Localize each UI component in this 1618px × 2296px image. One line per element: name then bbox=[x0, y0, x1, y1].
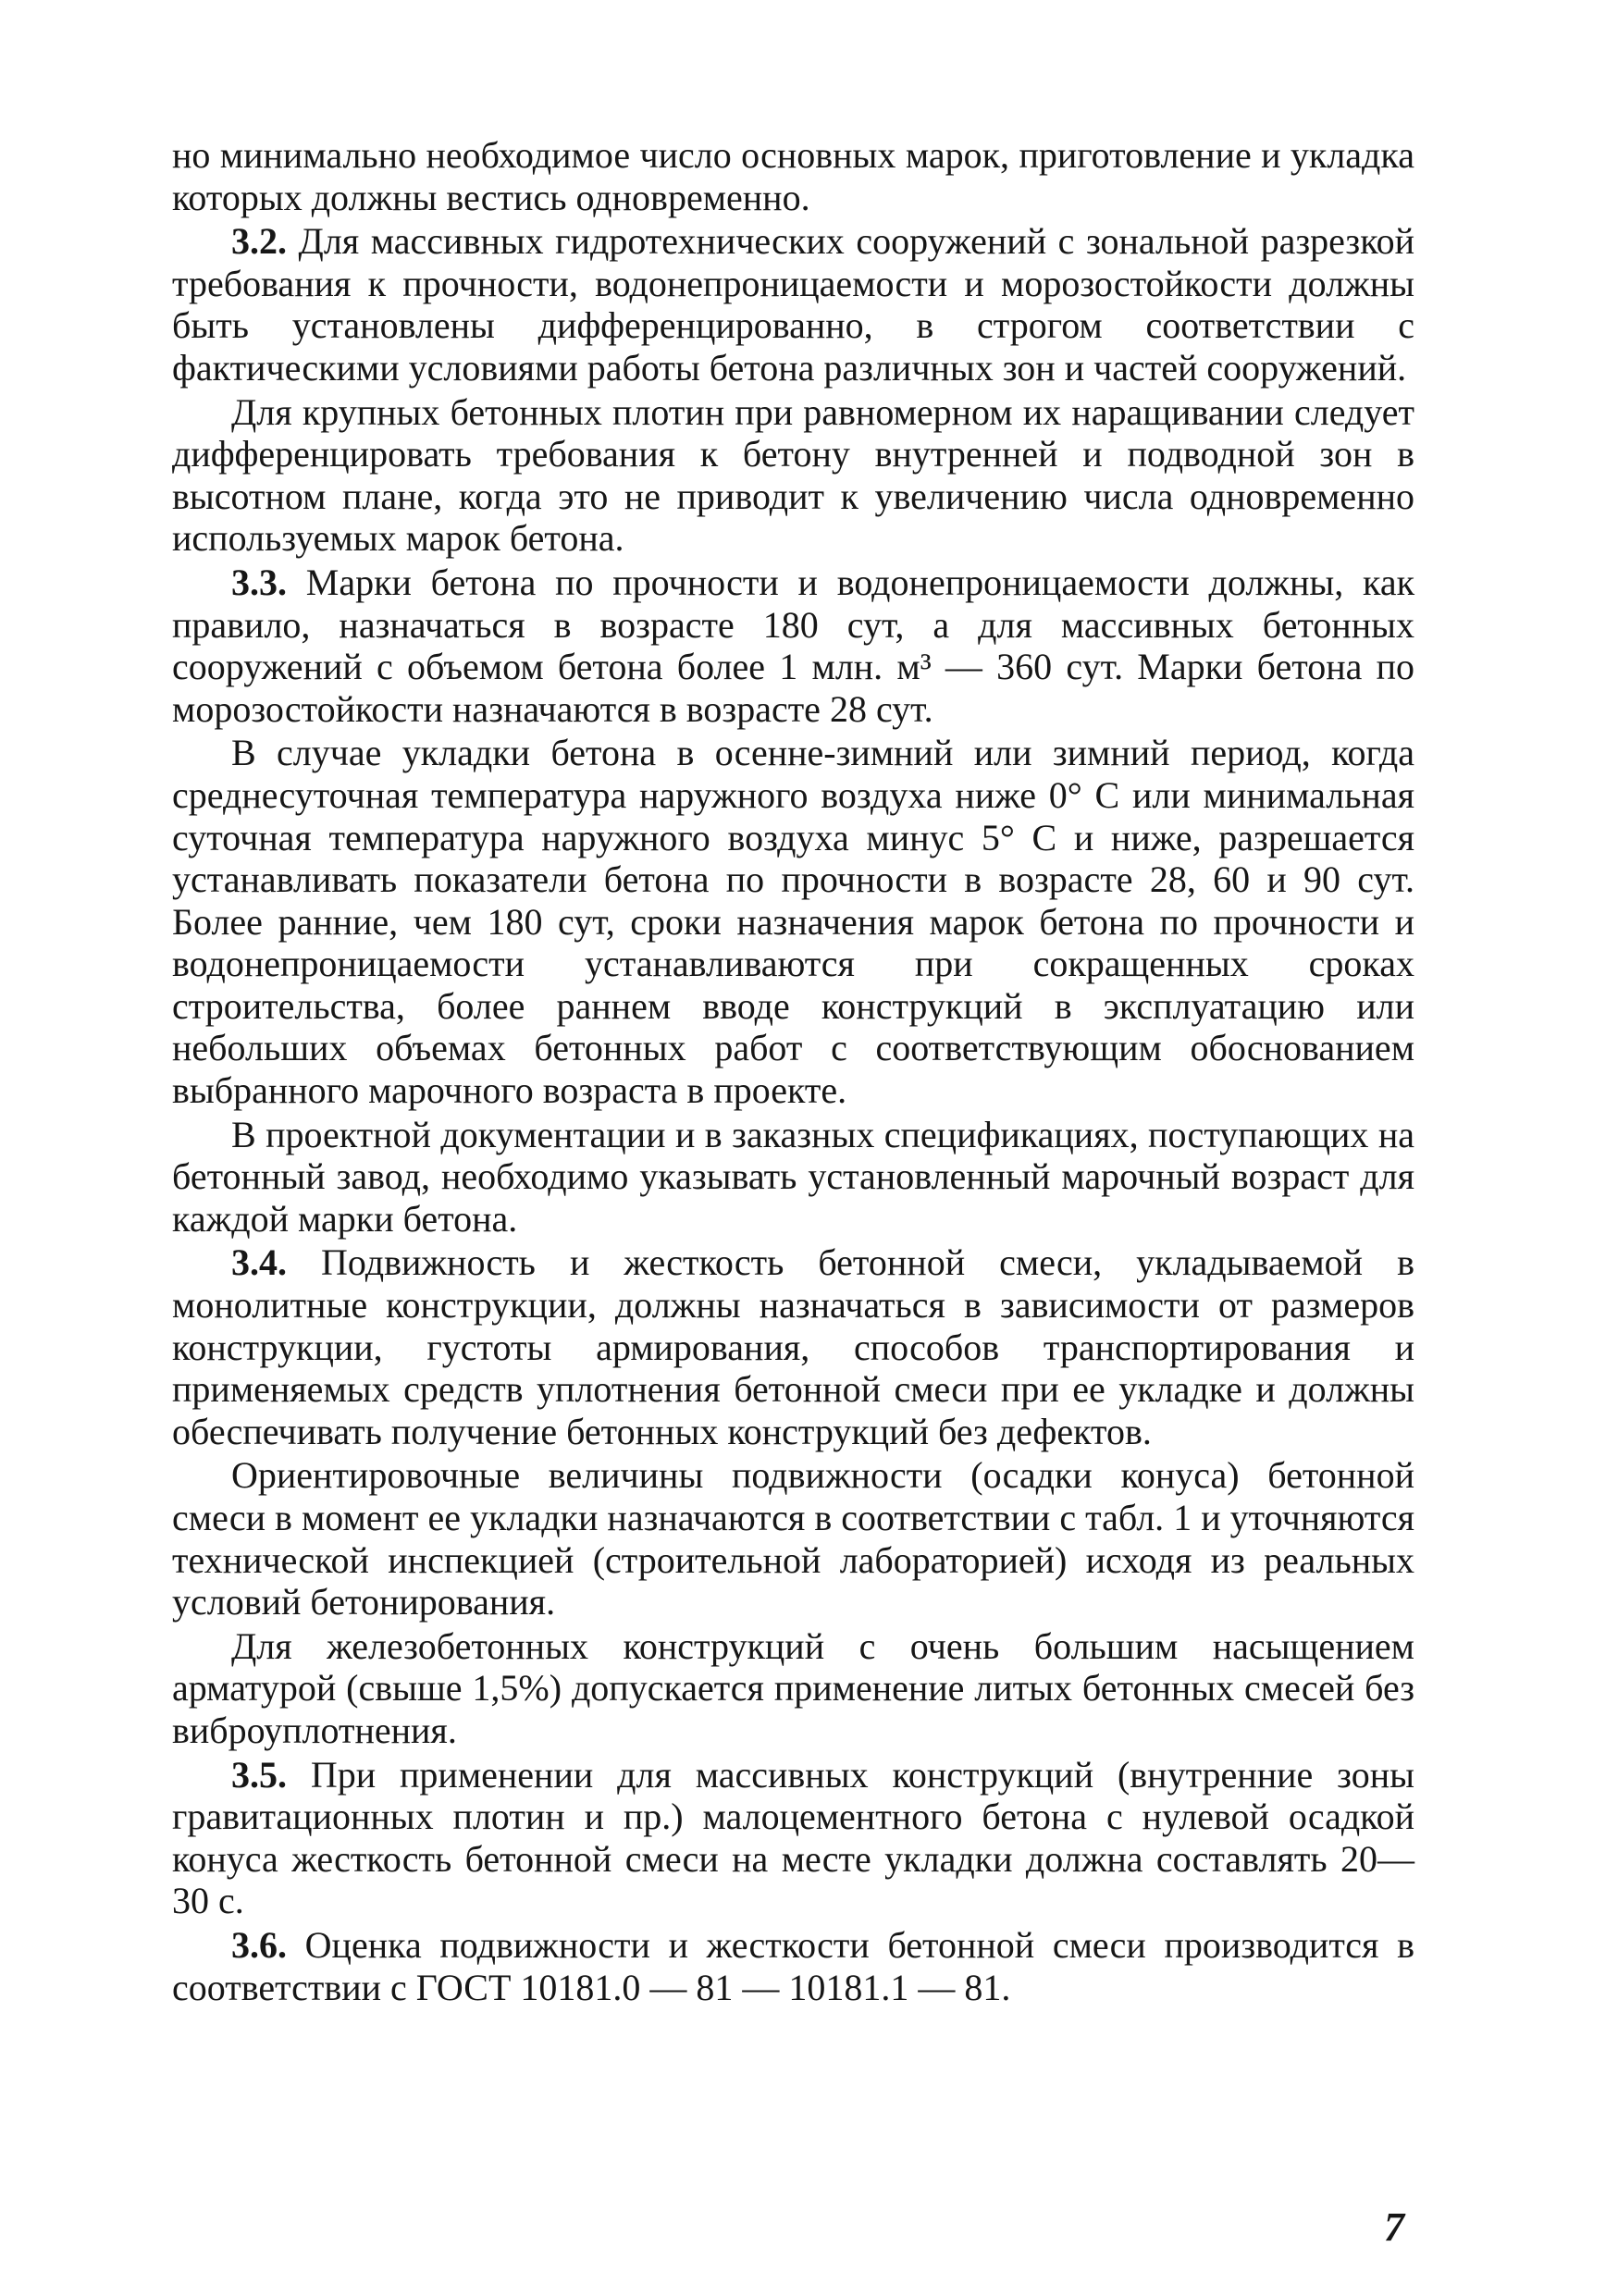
paragraph-3-4 bbox=[172, 1241, 1414, 1452]
section-number: 3.4. bbox=[231, 1241, 287, 1284]
paragraph-text: Оценка подвижности и жесткости бетонной смеси производится в соответствии с ГОСТ 10181.0 — 81 — 10181.1 — 81. bbox=[172, 1923, 1414, 2008]
paragraph-reinforced bbox=[172, 1625, 1414, 1752]
paragraph-3-6 bbox=[172, 1924, 1414, 2008]
paragraph-text: Марки бетона по прочности и водонепроницаемости должны, как правило, назначаться в возрасте 180 сут, а для массивных бетонных сооружений с объемом бетона более 1 млн. м³ — 360 сут. Марки бетона по морозостойкости назначаются в возрасте 28 сут. bbox=[172, 561, 1414, 730]
page-number: 7 bbox=[1384, 2204, 1404, 2250]
paragraph-text: Подвижность и жесткость бетонной смеси, укладываемой в монолитные конструкции, должны назначаться в зависимости от размеров конструкции, густоты армирования, способов транспортирования и применяемых средств уплотнения бетонной смеси при ее укладке и должны обеспечивать получение бетонных конструкций без дефектов. bbox=[172, 1241, 1414, 1452]
body-text bbox=[172, 134, 1414, 2010]
section-number: 3.5. bbox=[231, 1753, 287, 1796]
paragraph-winter bbox=[172, 732, 1414, 1111]
paragraph-text: но минимально необходимое число основных марок, приготовление и укладка которых должны вестись одновременно. bbox=[172, 134, 1414, 218]
paragraph-dams bbox=[172, 391, 1414, 560]
paragraph-text: Для железобетонных конструкций с очень большим насыщением арматурой (свыше 1,5%) допускается применение литых бетонных смесей без виброуплотнения. bbox=[172, 1624, 1414, 1751]
paragraph-3-3 bbox=[172, 562, 1414, 730]
paragraph-slump bbox=[172, 1454, 1414, 1623]
paragraph-3-2 bbox=[172, 220, 1414, 389]
paragraph-text: Для крупных бетонных плотин при равномерном их наращивании следует дифференцировать требования к бетону внутренней и подводной зон в высотном плане, когда это не приводит к увеличению числа одновременно используемых марок бетона. bbox=[172, 390, 1414, 560]
paragraph-continuation bbox=[172, 134, 1414, 218]
paragraph-text: Для массивных гидротехнических сооружений с зональной разрезкой требования к прочности, водонепроницаемости и морозостойкости должны быть установлены дифференцированно, в строгом соответствии с фактическими условиями работы бетона различных зон и частей сооружений. bbox=[172, 220, 1414, 389]
paragraph-text: В проектной документации и в заказных спецификациях, поступающих на бетонный завод, необходимо указывать установленный марочный возраст для каждой марки бетона. bbox=[172, 1113, 1414, 1240]
paragraph-text: При применении для массивных конструкций (внутренние зоны гравитационных плотин и пр.) малоцементного бетона с нулевой осадкой конуса жесткость бетонной смеси на месте укладки должна составлять 20—30 с. bbox=[172, 1753, 1414, 1922]
paragraph-documentation bbox=[172, 1114, 1414, 1241]
section-number: 3.3. bbox=[231, 561, 287, 603]
section-number: 3.2. bbox=[231, 220, 287, 263]
paragraph-text: В случае укладки бетона в осенне-зимний или зимний период, когда среднесуточная температура наружного воздуха ниже 0° С или минимальная суточная температура наружного воздуха минус 5° С и ниже, разрешается устанавливать показатели бетона по прочности в возрасте 28, 60 и 90 сут. Более ранние, чем 180 сут, сроки назначения марок бетона по прочности и водонепроницаемости устанавливаются при сокращенных сроках строительства, более раннем вводе конструкций в эксплуатацию или небольших объемах бетонных работ с соответствующим обоснованием выбранного марочного возраста в проекте. bbox=[172, 732, 1414, 1112]
paragraph-text: Ориентировочные величины подвижности (осадки конуса) бетонной смеси в момент ее укладки назначаются в соответствии с табл. 1 и уточняются технической инспекцией (строительной лабораторией) исходя из реальных условий бетонирования. bbox=[172, 1454, 1414, 1623]
section-number: 3.6. bbox=[231, 1923, 287, 1966]
paragraph-3-5 bbox=[172, 1754, 1414, 1922]
